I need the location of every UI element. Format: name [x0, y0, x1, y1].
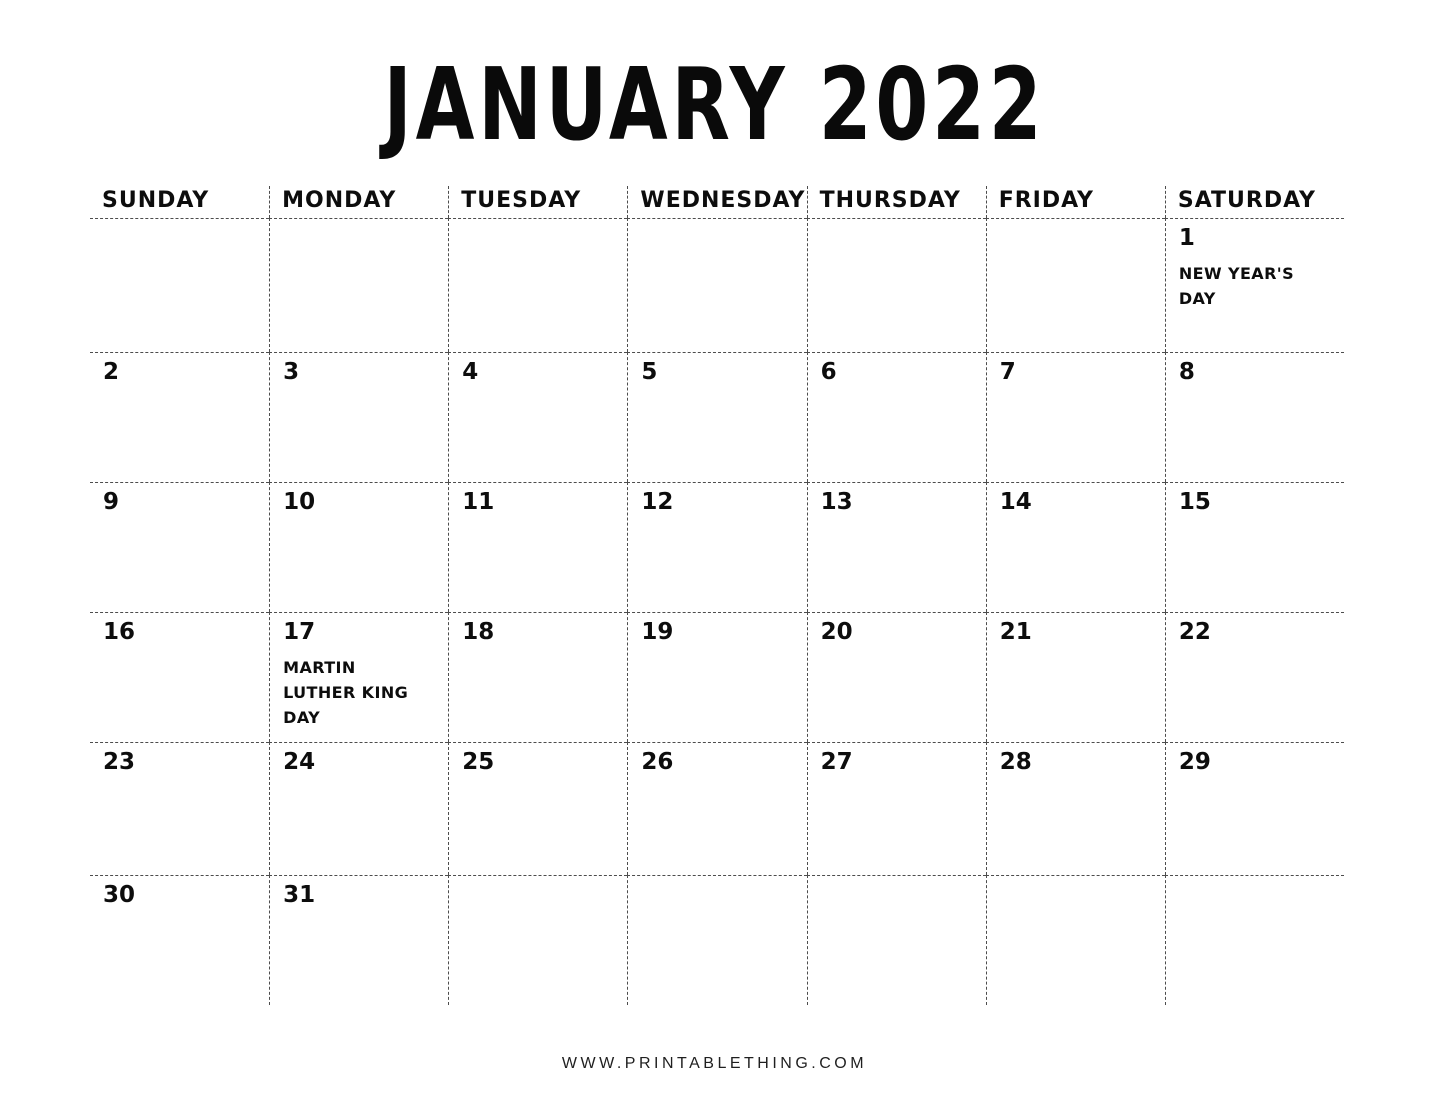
- weekday-label: TUESDAY: [461, 188, 582, 213]
- day-cell-25: [448, 742, 627, 875]
- day-cell-6: [807, 352, 986, 482]
- holiday-label: MARTIN LUTHER KING DAY: [283, 658, 409, 727]
- day-number: 3: [283, 359, 300, 385]
- day-cell-30: [90, 875, 269, 1005]
- day-cell-27: [807, 742, 986, 875]
- day-number: 17: [283, 619, 316, 645]
- day-number: 24: [283, 749, 316, 775]
- weekday-label: WEDNESDAY: [640, 188, 806, 213]
- weekday-header-saturday: [1165, 186, 1344, 218]
- day-number: 20: [820, 619, 853, 645]
- day-number: 8: [1178, 359, 1195, 385]
- day-cell-18: [448, 612, 627, 742]
- day-number: 29: [1178, 749, 1211, 775]
- day-cell-empty: [627, 218, 806, 352]
- day-cell-4: [448, 352, 627, 482]
- day-cell-11: [448, 482, 627, 612]
- day-cell-empty: [986, 875, 1165, 1005]
- day-cell-19: [627, 612, 806, 742]
- holiday-label: NEW YEAR'S DAY: [1178, 264, 1295, 309]
- weekday-label: SATURDAY: [1177, 188, 1316, 213]
- day-cell-empty: [986, 218, 1165, 352]
- weekday-label: THURSDAY: [819, 188, 961, 213]
- day-cell-3: [269, 352, 448, 482]
- day-cell-14: [986, 482, 1165, 612]
- day-cell-10: [269, 482, 448, 612]
- day-number: 7: [999, 359, 1016, 385]
- day-cell-15: [1165, 482, 1344, 612]
- day-number: 23: [103, 749, 136, 775]
- day-cell-1: [1165, 218, 1344, 352]
- day-cell-empty: [90, 218, 269, 352]
- day-number: 9: [103, 489, 120, 515]
- day-cell-29: [1165, 742, 1344, 875]
- day-number: 26: [641, 749, 674, 775]
- day-cell-23: [90, 742, 269, 875]
- day-cell-9: [90, 482, 269, 612]
- weekday-header-sunday: [90, 186, 269, 218]
- day-cell-5: [627, 352, 806, 482]
- day-number: 28: [999, 749, 1032, 775]
- day-cell-empty: [448, 875, 627, 1005]
- day-number: 1: [1178, 225, 1195, 251]
- weekday-header-monday: [269, 186, 448, 218]
- day-number: 27: [820, 749, 853, 775]
- day-cell-24: [269, 742, 448, 875]
- day-number: 14: [999, 489, 1032, 515]
- day-number: 12: [641, 489, 674, 515]
- day-number: 31: [283, 882, 316, 908]
- day-number: 4: [462, 359, 479, 385]
- weekday-header-tuesday: [448, 186, 627, 218]
- weekday-header-wednesday: [627, 186, 806, 218]
- day-number: 19: [641, 619, 674, 645]
- weekday-label: MONDAY: [282, 188, 397, 213]
- day-number: 13: [820, 489, 853, 515]
- day-cell-7: [986, 352, 1165, 482]
- day-cell-17: [269, 612, 448, 742]
- day-cell-empty: [448, 218, 627, 352]
- day-cell-22: [1165, 612, 1344, 742]
- day-number: 15: [1178, 489, 1211, 515]
- day-number: 30: [103, 882, 136, 908]
- calendar-title: JANUARY 2022: [383, 46, 1046, 163]
- day-cell-empty: [627, 875, 806, 1005]
- day-number: 22: [1178, 619, 1211, 645]
- day-cell-8: [1165, 352, 1344, 482]
- day-cell-21: [986, 612, 1165, 742]
- day-cell-20: [807, 612, 986, 742]
- day-number: 11: [462, 489, 495, 515]
- weekday-header-friday: [986, 186, 1165, 218]
- day-number: 10: [283, 489, 316, 515]
- day-cell-12: [627, 482, 806, 612]
- day-cell-2: [90, 352, 269, 482]
- day-number: 5: [641, 359, 658, 385]
- weekday-header-thursday: [807, 186, 986, 218]
- day-number: 6: [820, 359, 837, 385]
- day-number: 2: [103, 359, 120, 385]
- day-cell-empty: [807, 875, 986, 1005]
- day-cell-28: [986, 742, 1165, 875]
- day-number: 21: [999, 619, 1032, 645]
- footer-url: WWW.PRINTABLETHING.COM: [561, 1055, 868, 1072]
- day-cell-16: [90, 612, 269, 742]
- day-number: 25: [462, 749, 495, 775]
- weekday-label: SUNDAY: [102, 188, 210, 213]
- day-cell-empty: [269, 218, 448, 352]
- day-number: 18: [462, 619, 495, 645]
- day-number: 16: [103, 619, 136, 645]
- day-cell-13: [807, 482, 986, 612]
- day-cell-empty: [1165, 875, 1344, 1005]
- day-cell-26: [627, 742, 806, 875]
- weekday-label: FRIDAY: [998, 188, 1094, 213]
- day-cell-31: [269, 875, 448, 1005]
- day-cell-empty: [807, 218, 986, 352]
- calendar-grid: [90, 186, 1344, 1005]
